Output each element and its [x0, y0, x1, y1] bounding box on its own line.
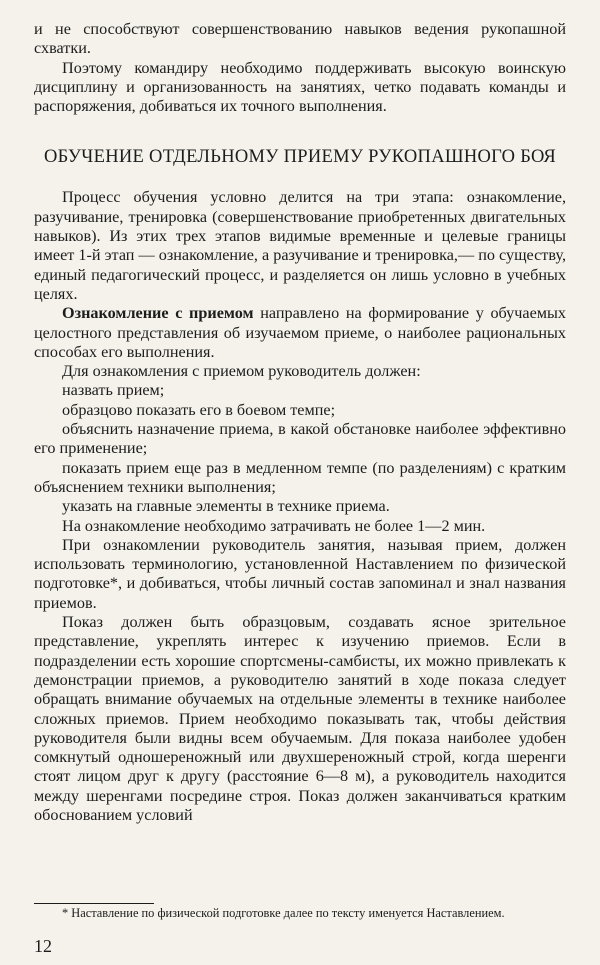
continuation-paragraph: и не способствуют совершенствованию навыков ведения рукопашной схватки. [34, 20, 566, 58]
step-item: образцово показать его в боевом темпе; [62, 400, 336, 419]
demonstration-paragraph: Показ должен быть образцовым, создавать ясное зрительное представление, укреплять интерес к изучению приемов. Если в подразделении есть хорошие спортсмены-самбисты, их можно привлекать к демонстрации приемов, а руководителю занятий в ходе показа следует обращать внимание обучаемых на отдельные элементы в технике наиболее сложных приемов. Прием необходимо показывать так, чтобы действия руководителя были видны всем обучаемым. Для показа наиболее удобен сомкнутый одношереножный или двухшереножный строй, когда шеренги стоят лицом друг к другу (расстояние 6—8 м), а руководитель находится между шеренгами посредине строя. Показ должен заканчиваться кратким обоснованием условий [34, 613, 566, 824]
step-item: назвать прием; [62, 381, 165, 400]
page-number: 12 [34, 936, 52, 956]
footnote: * Наставление по физической подготовке далее по тексту именуется Наставлением. [62, 906, 505, 920]
step-item: показать прием еще раз в медленном темпе (по разделениям) с кратким объяснением техники выполнения; [34, 458, 566, 496]
process-paragraph: Процесс обучения условно делится на три этапа: ознакомление, разучивание, тренировка (совершенствование приобретенных двигательных навыков). Из этих трех этапов видимые временные и целевые границы имеет 1-й этап — ознакомление, а разучивание и тренировка,— по существу, единый педагогический процесс, и разделяется он лишь условно в учебных целях. [34, 188, 566, 303]
leader-must-paragraph: Для ознакомления с приемом руководитель должен: [62, 362, 421, 381]
intro-paragraph: Поэтому командиру необходимо поддерживать высокую воинскую дисциплину и организованность на занятиях, четко подавать команды и распоряжения, добиваться их точного выполнения. [34, 58, 566, 116]
section-heading: ОБУЧЕНИЕ ОТДЕЛЬНОМУ ПРИЕМУ РУКОПАШНОГО БОЯ [43, 147, 557, 168]
familiarization-paragraph [34, 304, 566, 362]
familiarization-text: направлено на формирование у обучаемых целостного представления об изучаемом приеме, о наиболее рациональных способах его выполнения. [34, 304, 566, 361]
terminology-paragraph: При ознакомлении руководитель занятия, называя прием, должен использовать терминологию, установленной Наставлением по физической подготовке*, и добиваться, чтобы личный состав запоминал и знал названия приемов. [34, 535, 566, 612]
familiarization-term: Ознакомление с приемом [62, 304, 254, 323]
step-item: объяснить назначение приема, в какой обстановке наиболее эффективно его применение; [34, 420, 566, 458]
time-limit-paragraph: На ознакомление необходимо затрачивать не более 1—2 мин. [62, 516, 486, 535]
step-item: указать на главные элементы в технике приема. [62, 497, 390, 516]
footnote-divider [34, 903, 154, 904]
